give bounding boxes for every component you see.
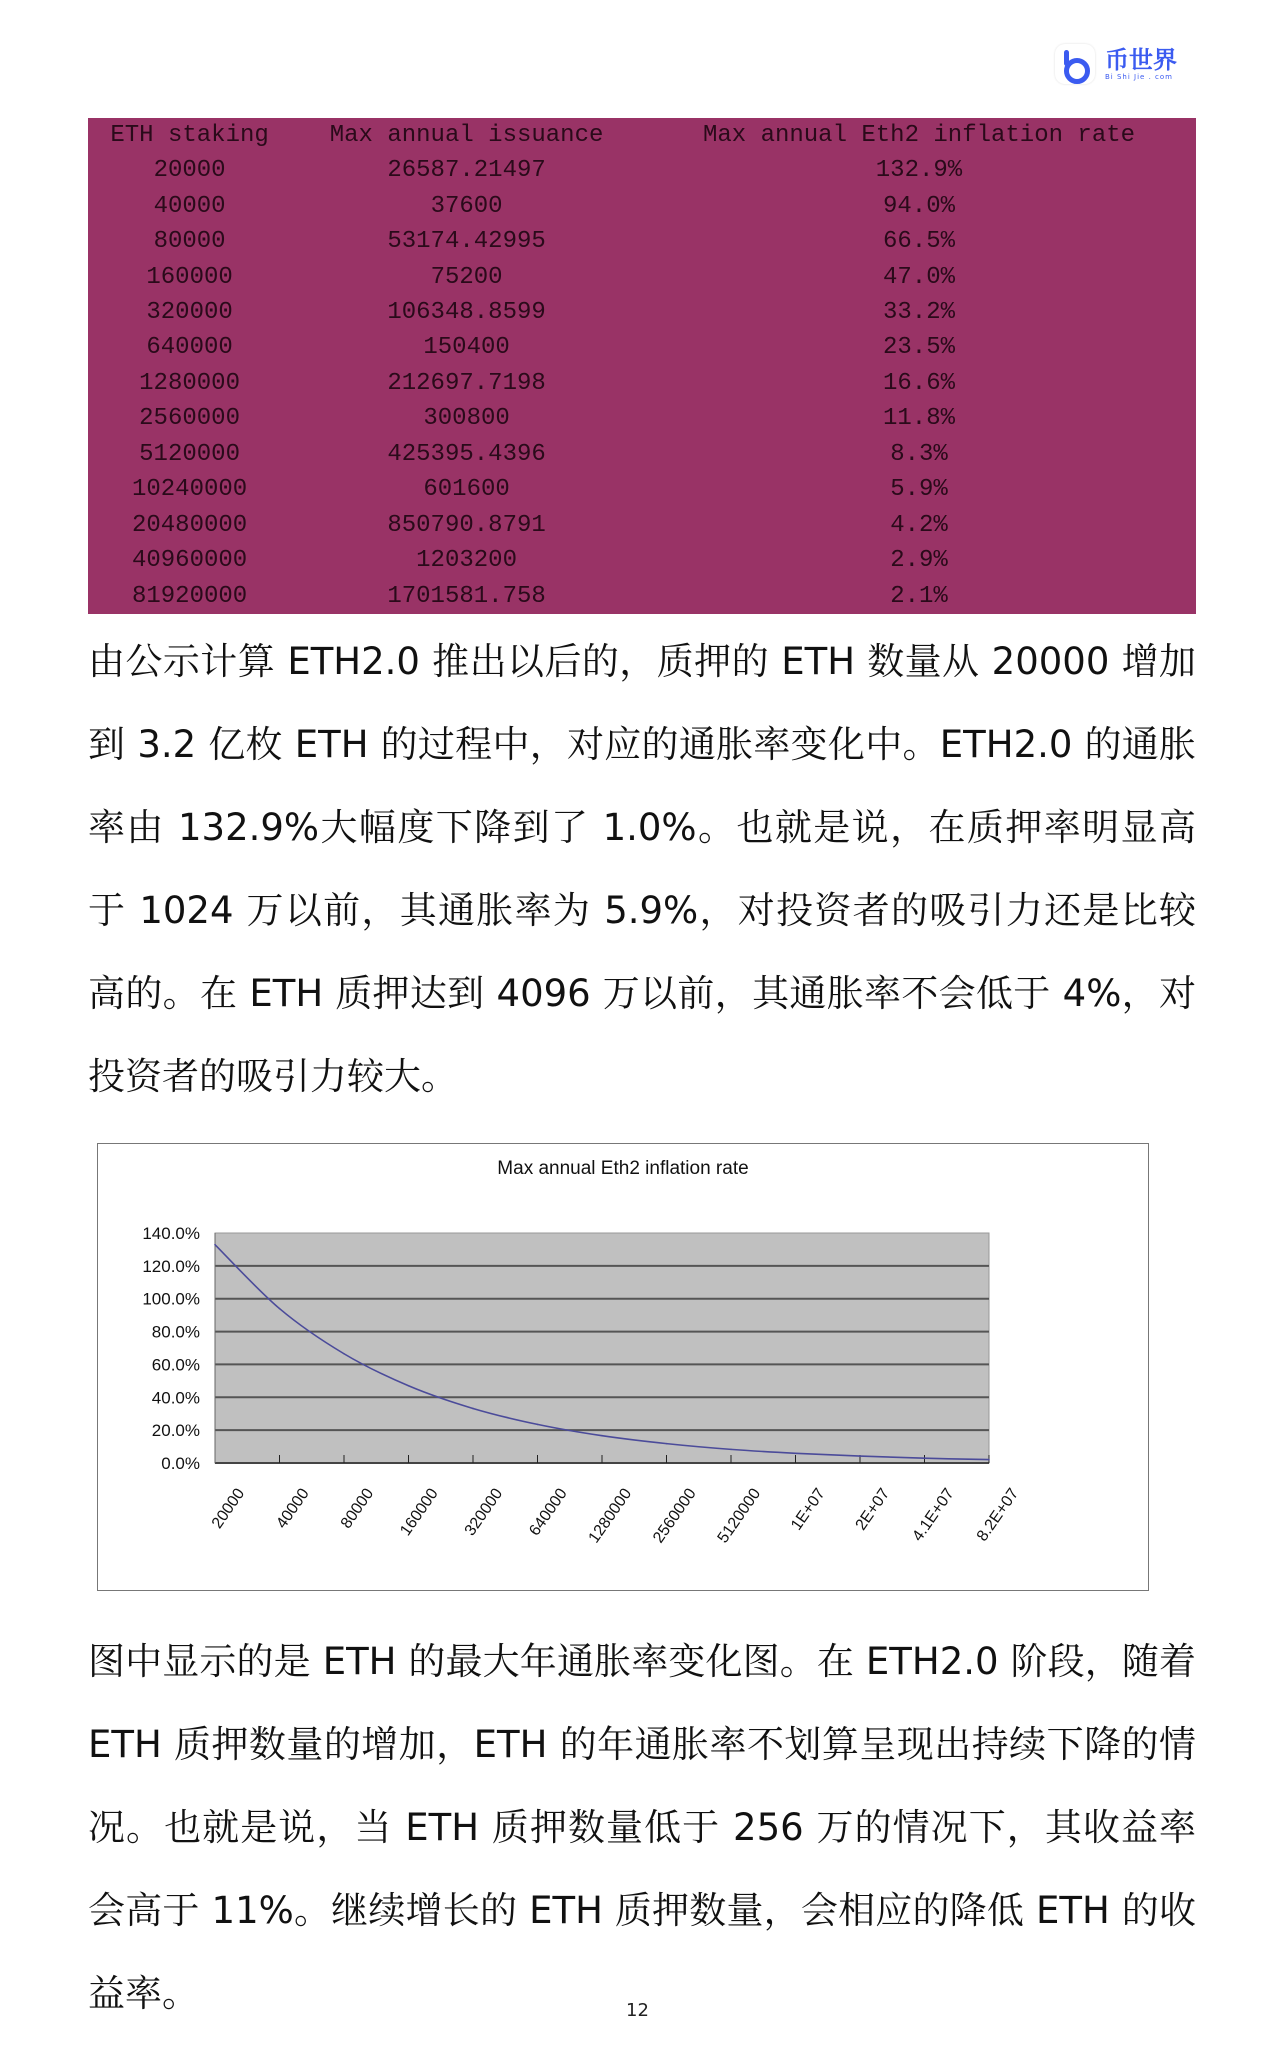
cell-issuance: 601600 [423,476,510,504]
x-tick-label: 5120000 [714,1485,765,1547]
table-row [88,224,1196,259]
data-point [537,1424,539,1426]
staking-inflation-table [88,118,1196,614]
cell-staking: 5120000 [139,440,240,468]
cell-staking: 20480000 [131,511,248,539]
cell-issuance: 300800 [423,405,510,433]
inflation-chart-svg [98,1144,1148,1590]
cell-inflation: 23.5% [882,334,955,362]
logo-b-icon [1055,44,1095,84]
x-tick-label: 40000 [273,1485,313,1532]
table-row [88,508,1196,543]
cell-staking: 640000 [146,334,233,362]
cell-inflation: 2.9% [890,547,948,575]
table-row [88,188,1196,223]
x-tick-label: 4.1E+07 [909,1485,958,1545]
table-row [88,401,1196,436]
table-row [88,259,1196,294]
data-point [472,1408,474,1410]
cell-issuance: 106348.8599 [387,299,546,327]
page-number: 12 [626,2000,649,2021]
data-point [279,1308,281,1310]
cell-issuance: 150400 [423,334,510,362]
data-point [666,1443,668,1445]
y-tick-label: 60.0% [151,1355,200,1375]
cell-inflation: 8.3% [890,440,948,468]
table-row [88,153,1196,188]
cell-issuance: 425395.4396 [387,440,546,468]
analysis-paragraph-2: 图中显示的是 ETH 的最大年通胀率变化图。在 ETH2.0 阶段，随着 ETH 质押数量的增加，ETH 的年通胀率不划算呈现出持续下降的情况。也就是说，当 ETH 质押数量低于 256 万的情况下，其收益率会高于 11%。继续增长的 ETH 质押数量，会相应的降低 ETH 的收益率。 [88,1640,1196,2015]
x-tick-label: 320000 [461,1485,507,1540]
analysis-paragraph-1: 由公示计算 ETH2.0 推出以后的，质押的 ETH 数量从 20000 增加到 3.2 亿枚 ETH 的过程中，对应的通胀率变化中。ETH2.0 的通胀率由 132.9%大幅度下降到了 1.0%。也就是说，在质押率明显高于 1024 万以前，其通胀率为 5.9%，对投资者的吸引力还是比较高的。在 ETH 质押达到 4096 万以前，其通胀率不会低于 4%，对投资者的吸引力较大。 [88,640,1196,1098]
y-tick-label: 140.0% [142,1224,200,1243]
cell-inflation: 33.2% [882,299,955,327]
table-row [88,366,1196,401]
cell-inflation: 4.2% [890,511,948,539]
cell-issuance: 1701581.758 [387,582,546,610]
x-tick-label: 1280000 [585,1485,636,1547]
y-tick-label: 20.0% [151,1421,200,1441]
logo-chinese-text: 币世界 [1105,46,1177,74]
table-row [88,543,1196,578]
data-point [214,1244,216,1246]
x-tick-label: 20000 [208,1485,249,1532]
data-point [408,1385,410,1387]
inflation-chart [97,1143,1149,1591]
header-eth-staking: ETH staking [110,122,269,149]
cell-inflation: 47.0% [882,263,955,291]
bishijie-logo [1055,44,1177,84]
cell-inflation: 16.6% [882,369,955,397]
data-point [988,1459,990,1461]
cell-issuance: 26587.21497 [387,157,546,185]
x-tick-label: 640000 [526,1485,571,1540]
cell-inflation: 132.9% [875,157,963,185]
y-tick-label: 0.0% [161,1454,200,1473]
data-point [924,1457,926,1459]
cell-staking: 320000 [146,299,233,327]
cell-inflation: 2.1% [890,582,948,610]
y-tick-label: 80.0% [151,1322,200,1342]
y-tick-label: 120.0% [142,1256,200,1276]
cell-staking: 81920000 [131,582,248,610]
cell-staking: 40960000 [131,547,248,575]
cell-staking: 1280000 [139,369,240,397]
table-row [88,295,1196,330]
table-header-row [88,118,1196,153]
logo-english-text: Bi Shi Jie . com [1105,73,1173,81]
data-point [343,1353,345,1355]
cell-issuance: 850790.8791 [387,511,546,539]
cell-inflation: 94.0% [882,192,955,220]
cell-issuance: 53174.42995 [387,228,546,256]
cell-staking: 10240000 [131,476,248,504]
cell-issuance: 212697.7198 [387,369,546,397]
table-row [88,472,1196,507]
data-point [601,1435,603,1437]
table-row [88,437,1196,472]
cell-staking: 2560000 [139,405,240,433]
x-tick-label: 80000 [337,1485,378,1532]
cell-staking: 80000 [153,228,226,256]
cell-staking: 160000 [146,263,233,291]
data-point [859,1455,861,1457]
y-tick-label: 40.0% [151,1388,200,1408]
table-row [88,330,1196,365]
x-tick-label: 2E+07 [852,1485,894,1534]
cell-issuance: 37600 [430,192,503,220]
header-inflation-rate: Max annual Eth2 inflation rate [702,122,1136,149]
plot-area [215,1233,989,1463]
header-max-issuance: Max annual issuance [329,122,604,149]
cell-inflation: 66.5% [882,228,955,256]
y-tick-label: 100.0% [142,1289,200,1309]
x-tick-label: 8.2E+07 [973,1485,1023,1545]
table-row [88,578,1196,614]
cell-staking: 20000 [153,157,226,185]
cell-inflation: 11.8% [882,405,955,433]
data-point [730,1449,732,1451]
chart-title: Max annual Eth2 inflation rate [497,1158,749,1179]
x-tick-label: 1E+07 [788,1485,829,1534]
x-tick-label: 160000 [397,1485,442,1540]
cell-staking: 40000 [153,192,226,220]
cell-inflation: 5.9% [890,476,948,504]
cell-issuance: 75200 [430,263,503,291]
data-point [795,1453,797,1455]
cell-issuance: 1203200 [416,547,517,575]
x-tick-label: 2560000 [650,1485,700,1547]
